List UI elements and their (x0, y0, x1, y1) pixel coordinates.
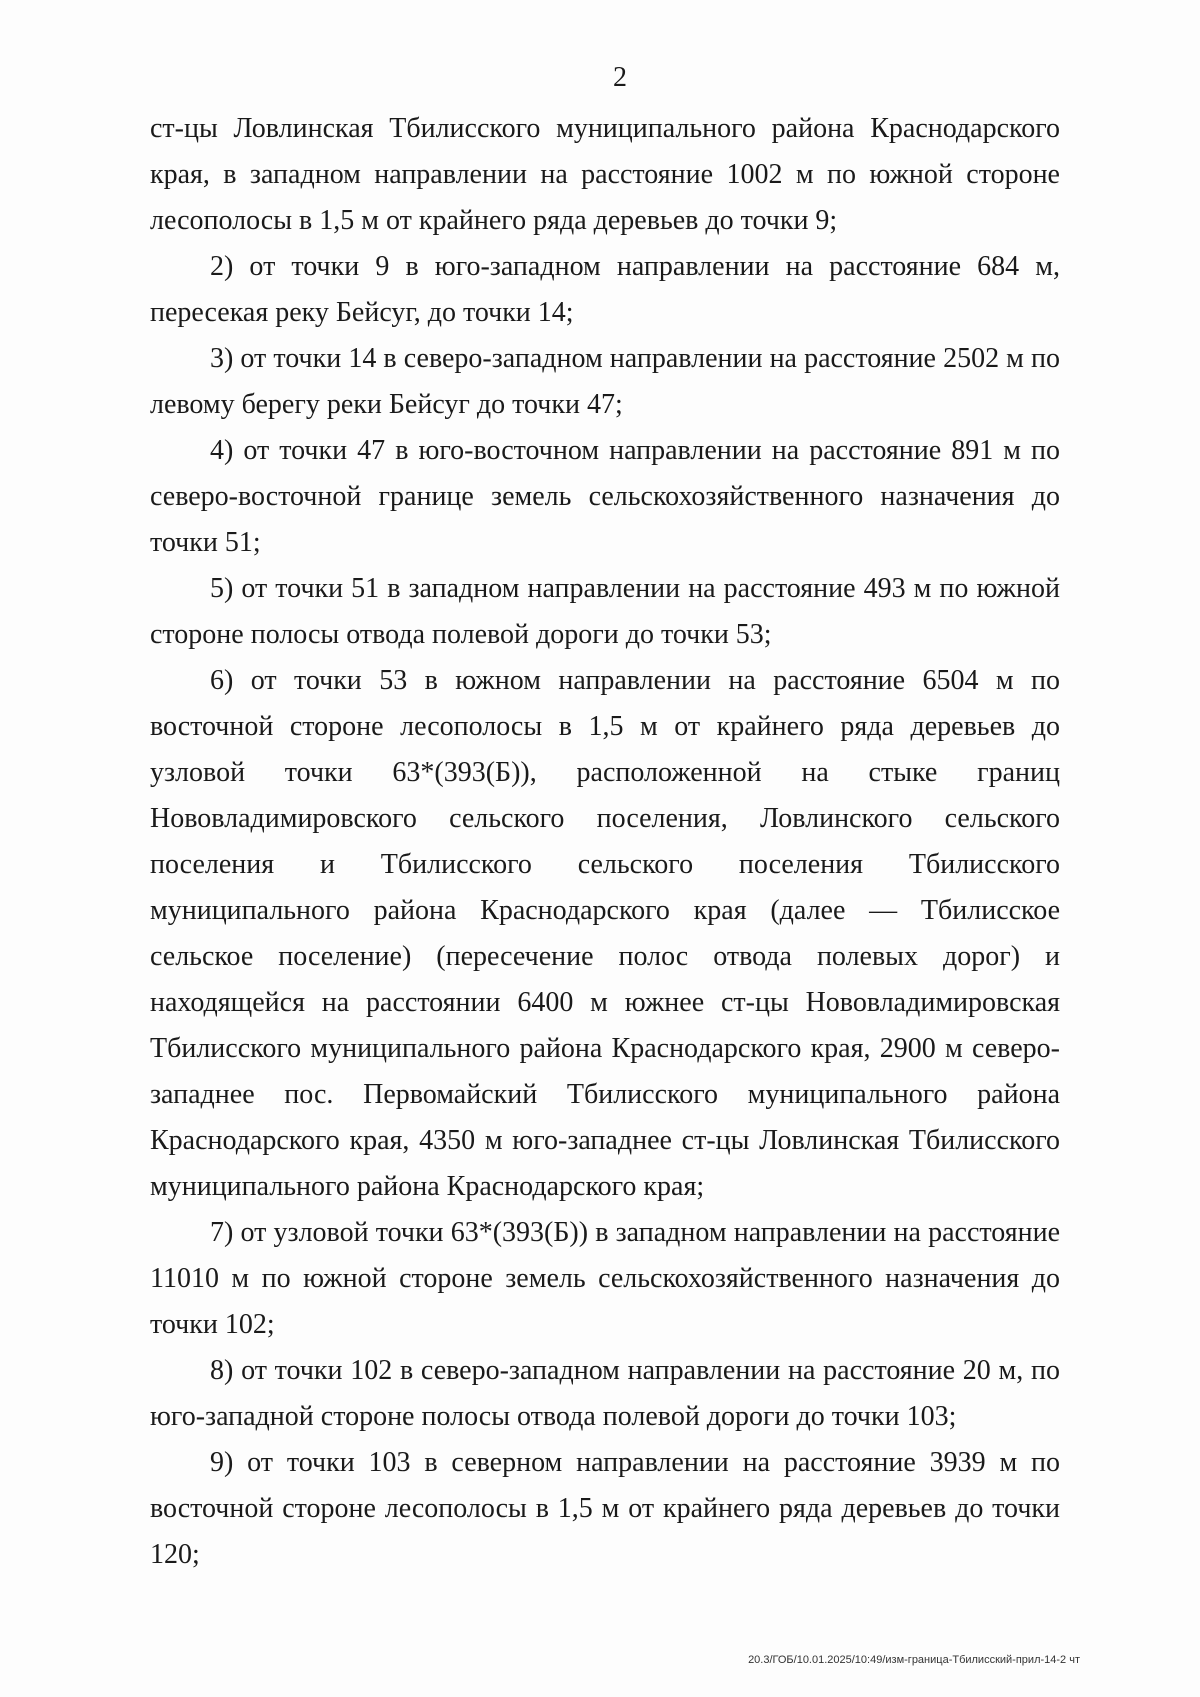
paragraph-item-4: 4) от точки 47 в юго-восточном направлении на расстояние 891 м по северо-восточной границе земель сельскохозяйственного назначения до точки 51; (150, 435, 1060, 558)
paragraph-item-6: 6) от точки 53 в южном направлении на расстояние 6504 м по восточной стороне лесополосы в 1,5 м от крайнего ряда деревьев до узловой точки 63*(393(Б)), расположенной на стыке границ Нововладимировского сельского поселения, Ловлинского сельского поселения и Тбилисского сельского поселения Тбилисского муниципального района Краснодарского края (далее — Тбилисское сельское поселение) (пересечение полос отвода полевых дорог) и находящейся на расстоянии 6400 м южнее ст-цы Нововладимировская Тбилисского муниципального района Краснодарского края, 2900 м северо-западнее пос. Первомайский Тбилисского муниципального района Краснодарского края, 4350 м юго-западнее ст-цы Ловлинская Тбилисского муниципального района Краснодарского края; (150, 665, 1060, 1202)
paragraph-item-9: 9) от точки 103 в северном направлении на расстояние 3939 м по восточной стороне лесополосы в 1,5 м от крайнего ряда деревьев до точки 120; (150, 1447, 1060, 1570)
paragraph-item-5: 5) от точки 51 в западном направлении на расстояние 493 м по южной стороне полосы отвода полевой дороги до точки 53; (150, 573, 1060, 650)
paragraph-item-8: 8) от точки 102 в северо-западном направлении на расстояние 20 м, по юго-западной стороне полосы отвода полевой дороги до точки 103; (150, 1355, 1060, 1432)
document-body (150, 106, 1060, 1578)
document-footer-code: 20.3/ГОБ/10.01.2025/10:49/изм-граница-Тбилисский-прил-14-2 чт (748, 1654, 1080, 1666)
paragraph-item-7: 7) от узловой точки 63*(393(Б)) в западном направлении на расстояние 11010 м по южной стороне земель сельскохозяйственного назначения до точки 102; (150, 1217, 1060, 1340)
page-number: 2 (613, 62, 627, 93)
paragraph-item-2: 2) от точки 9 в юго-западном направлении на расстояние 684 м, пересекая реку Бейсуг, до точки 14; (150, 251, 1060, 328)
paragraph-item-3: 3) от точки 14 в северо-западном направлении на расстояние 2502 м по левому берегу реки Бейсуг до точки 47; (150, 343, 1060, 420)
paragraph-continuation: ст-цы Ловлинская Тбилисского муниципального района Краснодарского края, в западном направлении на расстояние 1002 м по южной стороне лесополосы в 1,5 м от крайнего ряда деревьев до точки 9; (150, 113, 1060, 236)
